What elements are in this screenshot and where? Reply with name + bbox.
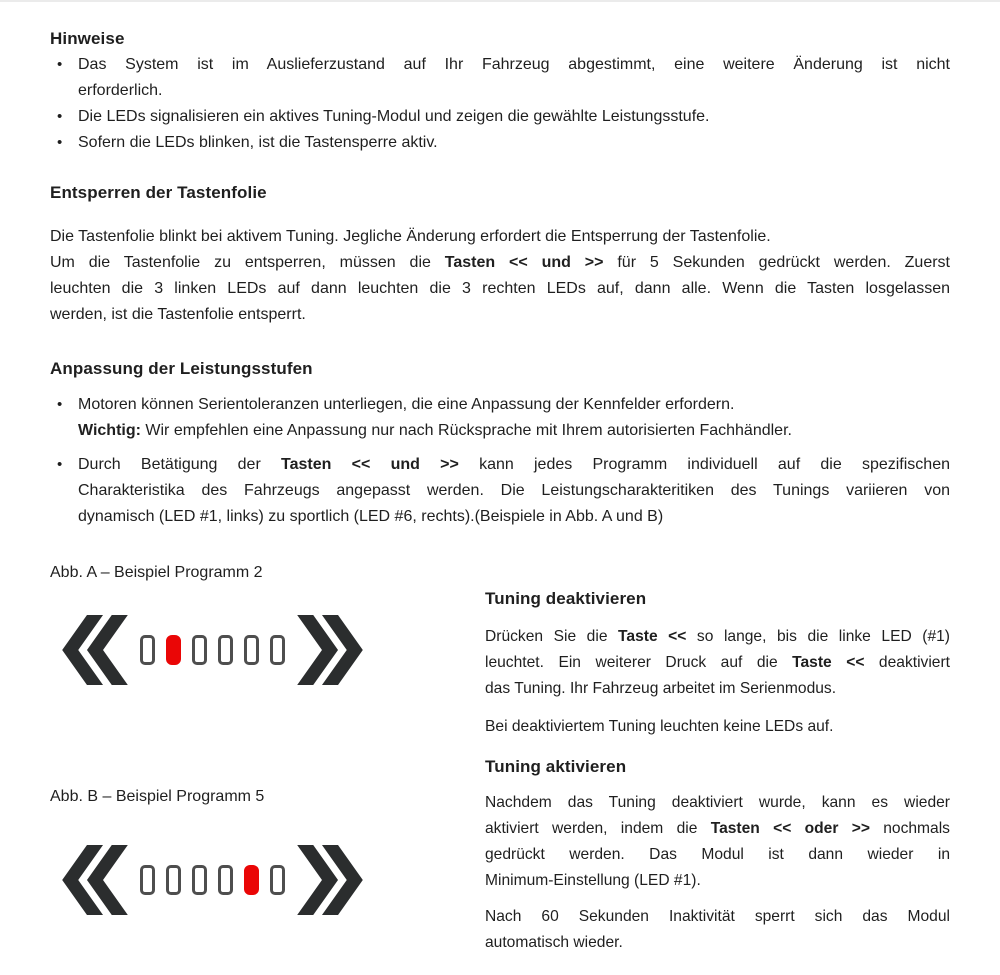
list-item: [50, 392, 950, 444]
led-indicator-active: [166, 635, 181, 665]
list-item: [50, 452, 950, 530]
hinweise-bullet-list: [50, 52, 950, 156]
list-item: [50, 52, 950, 104]
led-indicator: [218, 865, 233, 895]
bullet-text: Sofern die LEDs blinken, ist die Tastensperre aktiv.: [78, 134, 438, 151]
bullet-text: Durch Betätigung der Tasten << und >> kann jedes Programm individuell auf die spezifischen Charakteristika des Fahrzeugs angepasst werden. Die Leistungscharakteritiken des Tunings variieren von dynamisch (LED #1, links) zu sportlich (LED #6, rechts).(Beispiele in Abb. A und B): [78, 456, 950, 525]
led-indicator: [270, 635, 285, 665]
section-title-anpassung: Anpassung der Leistungsstufen: [50, 359, 313, 378]
bullet-text: Das System ist im Auslieferzustand auf Ihr Fahrzeug abgestimmt, eine weitere Änderung ist nicht erforderlich.: [78, 56, 950, 99]
bullet-text: Die LEDs signalisieren ein aktives Tuning-Modul und zeigen die gewählte Leistungsstufe.: [78, 108, 710, 125]
figures-column: [50, 550, 485, 956]
paragraph-tuning-aktivieren: Nachdem das Tuning deaktiviert wurde, kann es wieder aktiviert werden, indem die Tasten << oder >> nochmals gedrückt werden. Das Modul ist dann wieder in Minimum-Einstellung (LED #1).: [485, 794, 950, 889]
chevrons-left-icon: [62, 845, 128, 915]
chevrons-left-icon: [62, 615, 128, 685]
paragraph-inaktivitaet: Nach 60 Sekunden Inaktivität sperrt sich das Modul automatisch wieder.: [485, 908, 950, 951]
led-indicator: [218, 635, 233, 665]
bullet-icon: •: [57, 108, 63, 125]
paragraph-tuning-deaktivieren: Drücken Sie die Taste << so lange, bis die linke LED (#1) leuchtet. Ein weiterer Druck auf die Taste << deaktiviert das Tuning. Ihr Fahrzeug arbeitet im Serienmodus.: [485, 628, 950, 697]
page-top-edge: [0, 0, 1000, 2]
section-hinweise: [50, 26, 950, 156]
led-row: [140, 865, 285, 895]
led-indicator: [192, 635, 207, 665]
led-indicator: [270, 865, 285, 895]
figures-and-instructions: [50, 550, 950, 956]
figure-abb-a: [50, 560, 485, 688]
figure-a-label: Abb. A – Beispiel Programm 2: [50, 564, 263, 581]
led-indicator: [244, 635, 259, 665]
bullet-text: Motoren können Serientoleranzen unterliegen, die eine Anpassung der Kennfelder erfordern. Wichtig: Wir empfehlen eine Anpassung nur nach Rücksprache mit Ihrem autorisierten Fachhändler.: [78, 396, 792, 439]
led-display-b: [62, 842, 485, 918]
section-entsperren: [50, 180, 950, 328]
chevrons-right-icon: [297, 845, 363, 915]
led-indicator-active: [244, 865, 259, 895]
list-item: [50, 104, 950, 130]
figure-b-label: Abb. B – Beispiel Programm 5: [50, 788, 265, 805]
bullet-icon: •: [57, 396, 63, 413]
bullet-icon: •: [57, 456, 63, 473]
bullet-icon: •: [57, 56, 63, 73]
section-anpassung: [50, 356, 950, 530]
figure-abb-b: [50, 784, 485, 918]
list-item: [50, 130, 950, 156]
chevrons-right-icon: [297, 615, 363, 685]
paragraph-keine-leds: Bei deaktiviertem Tuning leuchten keine LEDs auf.: [485, 718, 834, 735]
led-row: [140, 635, 285, 665]
section-title-tuning-aktivieren: Tuning aktivieren: [485, 757, 627, 776]
led-display-a: [62, 612, 485, 688]
section-title-tuning-deaktivieren: Tuning deaktivieren: [485, 589, 647, 608]
instructions-column: [485, 550, 950, 956]
section-title-entsperren: Entsperren der Tastenfolie: [50, 183, 267, 202]
led-indicator: [192, 865, 207, 895]
bullet-icon: •: [57, 134, 63, 151]
led-indicator: [140, 635, 155, 665]
led-indicator: [140, 865, 155, 895]
led-indicator: [166, 865, 181, 895]
paragraph-entsperren: Die Tastenfolie blinkt bei aktivem Tuning. Jegliche Änderung erfordert die Entsperrung der Tastenfolie. Um die Tastenfolie zu entsperren, müssen die Tasten << und >> für 5 Sekunden gedrückt werden. Zuerst leuchten die 3 linken LEDs auf dann leuchten die 3 rechten LEDs auf, dann alle. Wenn die Tasten losgelassen werden, ist die Tastenfolie entsperrt.: [50, 228, 950, 323]
anpassung-bullet-list: [50, 392, 950, 530]
section-title-hinweise: Hinweise: [50, 29, 125, 48]
